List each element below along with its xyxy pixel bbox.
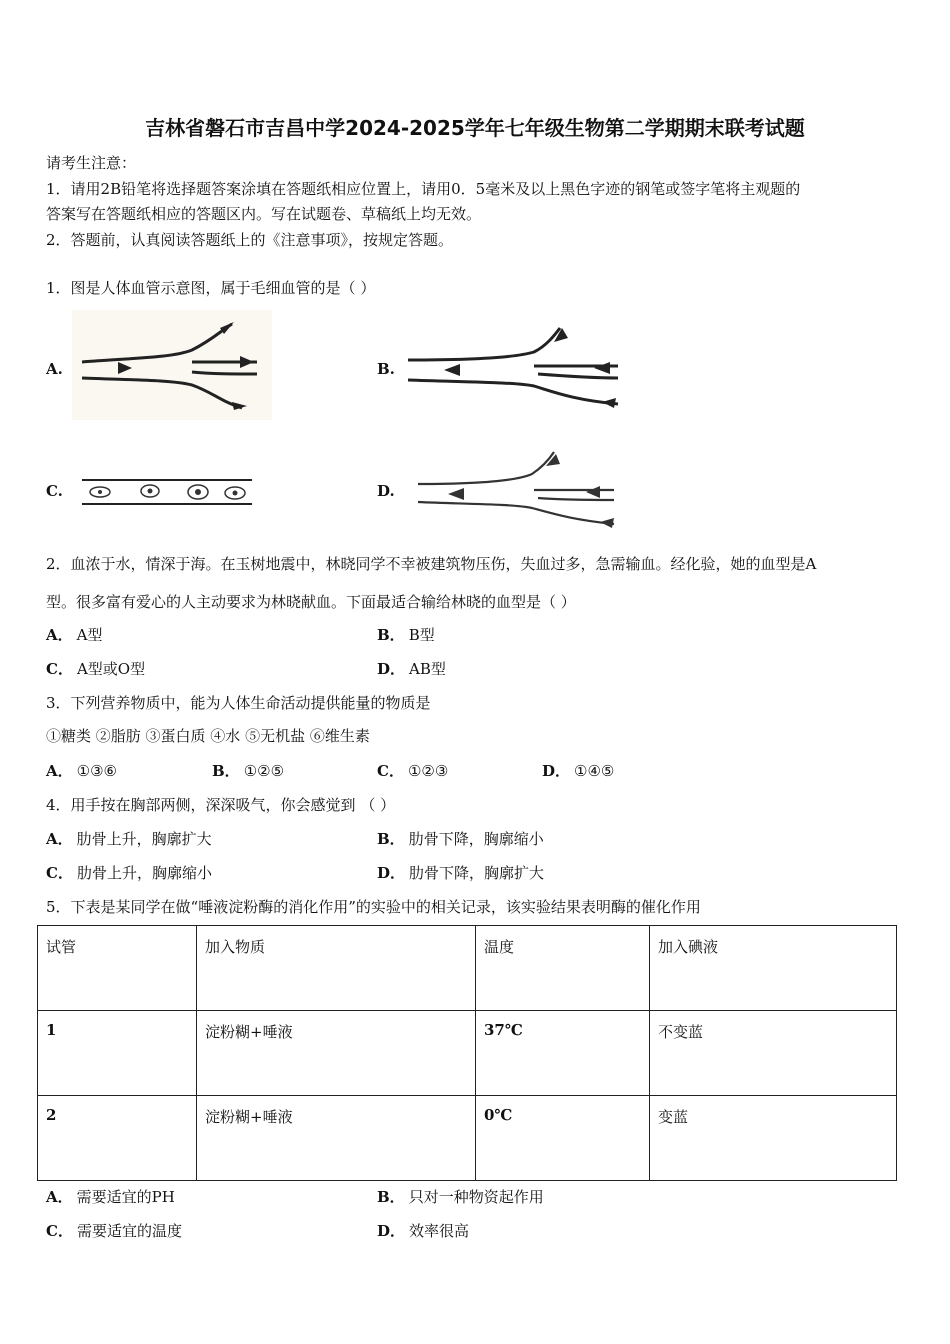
option-letter: D． (377, 864, 406, 882)
q5-option-d[interactable] (377, 1220, 469, 1241)
table-row (38, 1011, 897, 1096)
q1-option-b-label: B. (377, 360, 395, 378)
q2-stem-line-2: 型。很多富有爱心的人主动要求为林晓献血。下面最适合输给林晓的血型是（ ） (46, 593, 576, 611)
q3-option-b[interactable] (212, 760, 284, 781)
q2-option-b[interactable] (377, 624, 435, 645)
q1-option-d-label: D. (377, 482, 395, 500)
q1-stem: 1．图是人体血管示意图，属于毛细血管的是（ ） (46, 279, 376, 297)
q1-option-b-figure (404, 322, 620, 418)
q5-stem: 5．下表是某同学在做“唾液淀粉酶的消化作用”的实验中的相关记录，该实验结果表明酶的催化作用 (46, 898, 701, 916)
option-letter: A． (46, 762, 73, 780)
option-text: 效率很高 (409, 1222, 470, 1240)
table-cell: 淀粉糊+唾液 (197, 1096, 476, 1181)
q5-option-c[interactable] (46, 1220, 182, 1241)
table-header-cell: 加入物质 (197, 926, 476, 1011)
q2-option-a[interactable] (46, 624, 102, 645)
q4-option-d[interactable] (377, 862, 544, 883)
table-header-row (38, 926, 897, 1011)
option-letter: A． (46, 626, 73, 644)
q1-option-d-figure (414, 450, 618, 528)
q4-option-c[interactable] (46, 862, 212, 883)
notice-line-3: 2．答题前，认真阅读答题纸上的《注意事项》，按规定答题。 (46, 231, 454, 249)
q2-stem-line-1: 2．血浓于水，情深于海。在玉树地震中，林晓同学不幸被建筑物压伤，失血过多，急需输血。经化验，她的血型是A (46, 555, 817, 573)
q5-option-a[interactable] (46, 1186, 175, 1207)
option-letter: D． (377, 660, 406, 678)
table-cell: 变蓝 (650, 1096, 897, 1181)
q3-option-a[interactable] (46, 760, 117, 781)
option-letter: C． (46, 1222, 73, 1240)
table-cell: 不变蓝 (650, 1011, 897, 1096)
option-text: 需要适宜的温度 (76, 1222, 182, 1240)
page-title: 吉林省磐石市吉昌中学2024-2025学年七年级生物第二学期期末联考试题 (145, 116, 805, 140)
q5-option-b[interactable] (377, 1186, 544, 1207)
option-text: ①④⑤ (574, 762, 615, 780)
q2-option-c[interactable] (46, 658, 145, 679)
option-text: A型或O型 (76, 660, 146, 678)
q4-stem: 4．用手按在胸部两侧，深深吸气，你会感觉到 （ ） (46, 796, 396, 814)
experiment-table (37, 925, 897, 1181)
option-letter: C． (46, 660, 73, 678)
option-text: ①②⑤ (243, 762, 285, 780)
option-letter: B． (377, 1188, 405, 1206)
q2-option-d[interactable] (377, 658, 446, 679)
q3-option-d[interactable] (542, 760, 614, 781)
option-text: 肋骨下降，胸廓缩小 (408, 830, 544, 848)
option-text: ①②③ (407, 762, 449, 780)
option-text: 需要适宜的PH (76, 1188, 175, 1206)
table-header-cell: 试管 (38, 926, 197, 1011)
option-letter: D． (377, 1222, 406, 1240)
table-header-cell: 加入碘液 (650, 926, 897, 1011)
table-cell: 2 (38, 1096, 197, 1181)
table-cell: 淀粉糊+唾液 (197, 1011, 476, 1096)
table-cell: 1 (38, 1011, 197, 1096)
q1-option-c-figure (80, 474, 254, 510)
q1-option-c-label: C. (46, 482, 63, 500)
option-text: 只对一种物资起作用 (408, 1188, 544, 1206)
q3-stem: 3．下列营养物质中，能为人体生命活动提供能量的物质是 (46, 694, 431, 712)
option-letter: C． (46, 864, 73, 882)
q4-option-b[interactable] (377, 828, 544, 849)
option-letter: A． (46, 1188, 73, 1206)
table-header-cell: 温度 (476, 926, 650, 1011)
notice-line-2: 答案写在答题纸相应的答题区内。写在试题卷、草稿纸上均无效。 (46, 205, 482, 223)
option-text: 肋骨上升，胸廓扩大 (76, 830, 212, 848)
option-text: ①③⑥ (76, 762, 117, 780)
option-text: A型 (76, 626, 103, 644)
table-cell: 37℃ (476, 1011, 650, 1096)
option-letter: A． (46, 830, 73, 848)
q3-option-c[interactable] (377, 760, 448, 781)
q4-option-a[interactable] (46, 828, 212, 849)
q3-items: ①糖类 ②脂肪 ③蛋白质 ④水 ⑤无机盐 ⑥维生素 (46, 727, 370, 745)
option-text: B型 (408, 626, 435, 644)
q1-option-a-label: A. (46, 360, 63, 378)
table-cell: 0℃ (476, 1096, 650, 1181)
option-letter: D． (542, 762, 571, 780)
option-text: 肋骨下降，胸廓扩大 (409, 864, 545, 882)
option-letter: B． (212, 762, 240, 780)
notice-line-1: 1．请用2B铅笔将选择题答案涂填在答题纸相应位置上，请用0．5毫米及以上黑色字迹的钢笔或签字笔将主观题的 (46, 180, 801, 198)
option-text: AB型 (409, 660, 446, 678)
option-letter: C． (377, 762, 404, 780)
option-letter: B． (377, 830, 405, 848)
table-row (38, 1096, 897, 1181)
option-text: 肋骨上升，胸廓缩小 (76, 864, 212, 882)
option-letter: B． (377, 626, 405, 644)
q1-option-a-figure (72, 310, 272, 420)
notice-heading: 请考生注意： (46, 154, 137, 172)
